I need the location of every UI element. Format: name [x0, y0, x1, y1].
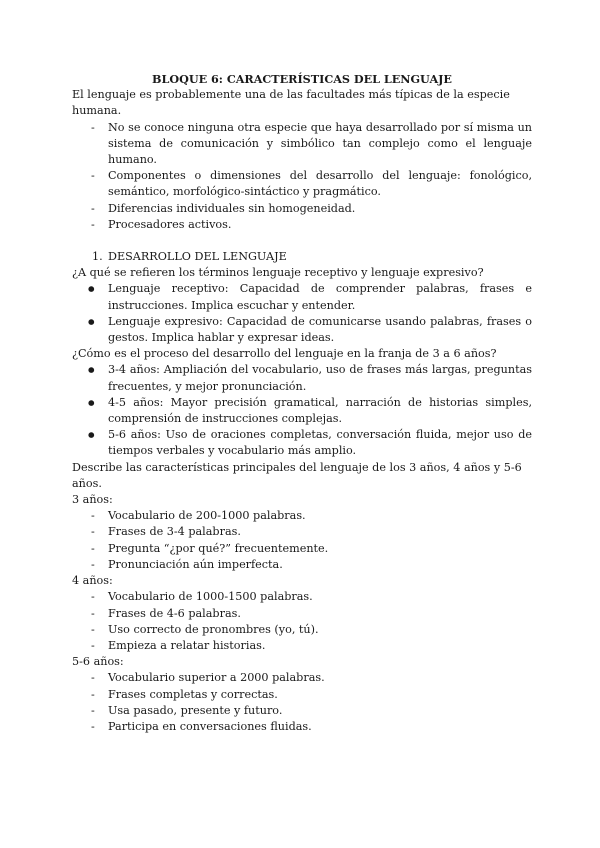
list-item: ● 4-5 años: Mayor precisión gramatical, narración de historias simples, comprensión de instrucciones complejas. [72, 395, 532, 427]
list-item: - No se conoce ninguna otra especie que haya desarrollado por sí misma un sistema de comunicación y simbólico tan complejo como el lenguaje humano. [72, 120, 532, 169]
age-3-list [72, 508, 532, 573]
list-item: - Frases de 3-4 palabras. [72, 524, 532, 540]
list-item: - Empieza a relatar historias. [72, 638, 532, 654]
document-title: BLOQUE 6: CARACTERÍSTICAS DEL LENGUAJE [152, 72, 452, 86]
list-item: - Vocabulario de 1000-1500 palabras. [72, 589, 532, 605]
list-item: - Pronunciación aún imperfecta. [72, 557, 532, 573]
age-5-6-list [72, 670, 532, 735]
question-1-list [72, 281, 532, 346]
list-item: ● Lenguaje expresivo: Capacidad de comunicarse usando palabras, frases o gestos. Implica hablar y expresar ideas. [72, 314, 532, 346]
list-item: ● Lenguaje receptivo: Capacidad de comprender palabras, frases e instrucciones. Implica escuchar y entender. [72, 281, 532, 313]
list-item: - Uso correcto de pronombres (yo, tú). [72, 622, 532, 638]
list-item: ● 5-6 años: Uso de oraciones completas, conversación fluida, mejor uso de tiempos verbales y vocabulario más amplio. [72, 427, 532, 459]
list-item: ● 3-4 años: Ampliación del vocabulario, uso de frases más largas, preguntas frecuentes, y mejor pronunciación. [72, 362, 532, 394]
intro-paragraph: El lenguaje es probablemente una de las facultades más típicas de la especie humana. [72, 88, 510, 118]
list-item: - Vocabulario superior a 2000 palabras. [72, 670, 532, 686]
list-item: - Procesadores activos. [72, 217, 532, 233]
list-item: - Frases de 4-6 palabras. [72, 606, 532, 622]
question-1: ¿A qué se refieren los términos lenguaje receptivo y lenguaje expresivo? [72, 266, 484, 280]
list-item: - Vocabulario de 200-1000 palabras. [72, 508, 532, 524]
list-item: - Pregunta “¿por qué?” frecuentemente. [72, 541, 532, 557]
age-3-label: 3 años: [72, 493, 113, 507]
question-2: ¿Cómo es el proceso del desarrollo del lenguaje en la franja de 3 a 6 años? [72, 347, 497, 361]
age-4-list [72, 589, 532, 654]
list-item: - Frases completas y correctas. [72, 687, 532, 703]
question-3: Describe las características principales del lenguaje de los 3 años, 4 años y 5-6 años. [72, 460, 522, 490]
intro-list [72, 120, 532, 233]
question-2-list [72, 362, 532, 459]
list-item: - Componentes o dimensiones del desarrollo del lenguaje: fonológico, semántico, morfológico-sintáctico y pragmático. [72, 168, 532, 200]
list-item: - Participa en conversaciones fluidas. [72, 719, 532, 735]
section-title: DESARROLLO DEL LENGUAJE [108, 250, 287, 264]
section-number: 1. [92, 250, 103, 264]
section-heading [72, 249, 532, 265]
age-5-6-label: 5-6 años: [72, 655, 124, 669]
list-item: - Usa pasado, presente y futuro. [72, 703, 532, 719]
list-item: - Diferencias individuales sin homogeneidad. [72, 201, 532, 217]
age-4-label: 4 años: [72, 574, 113, 588]
document-body [72, 71, 532, 735]
